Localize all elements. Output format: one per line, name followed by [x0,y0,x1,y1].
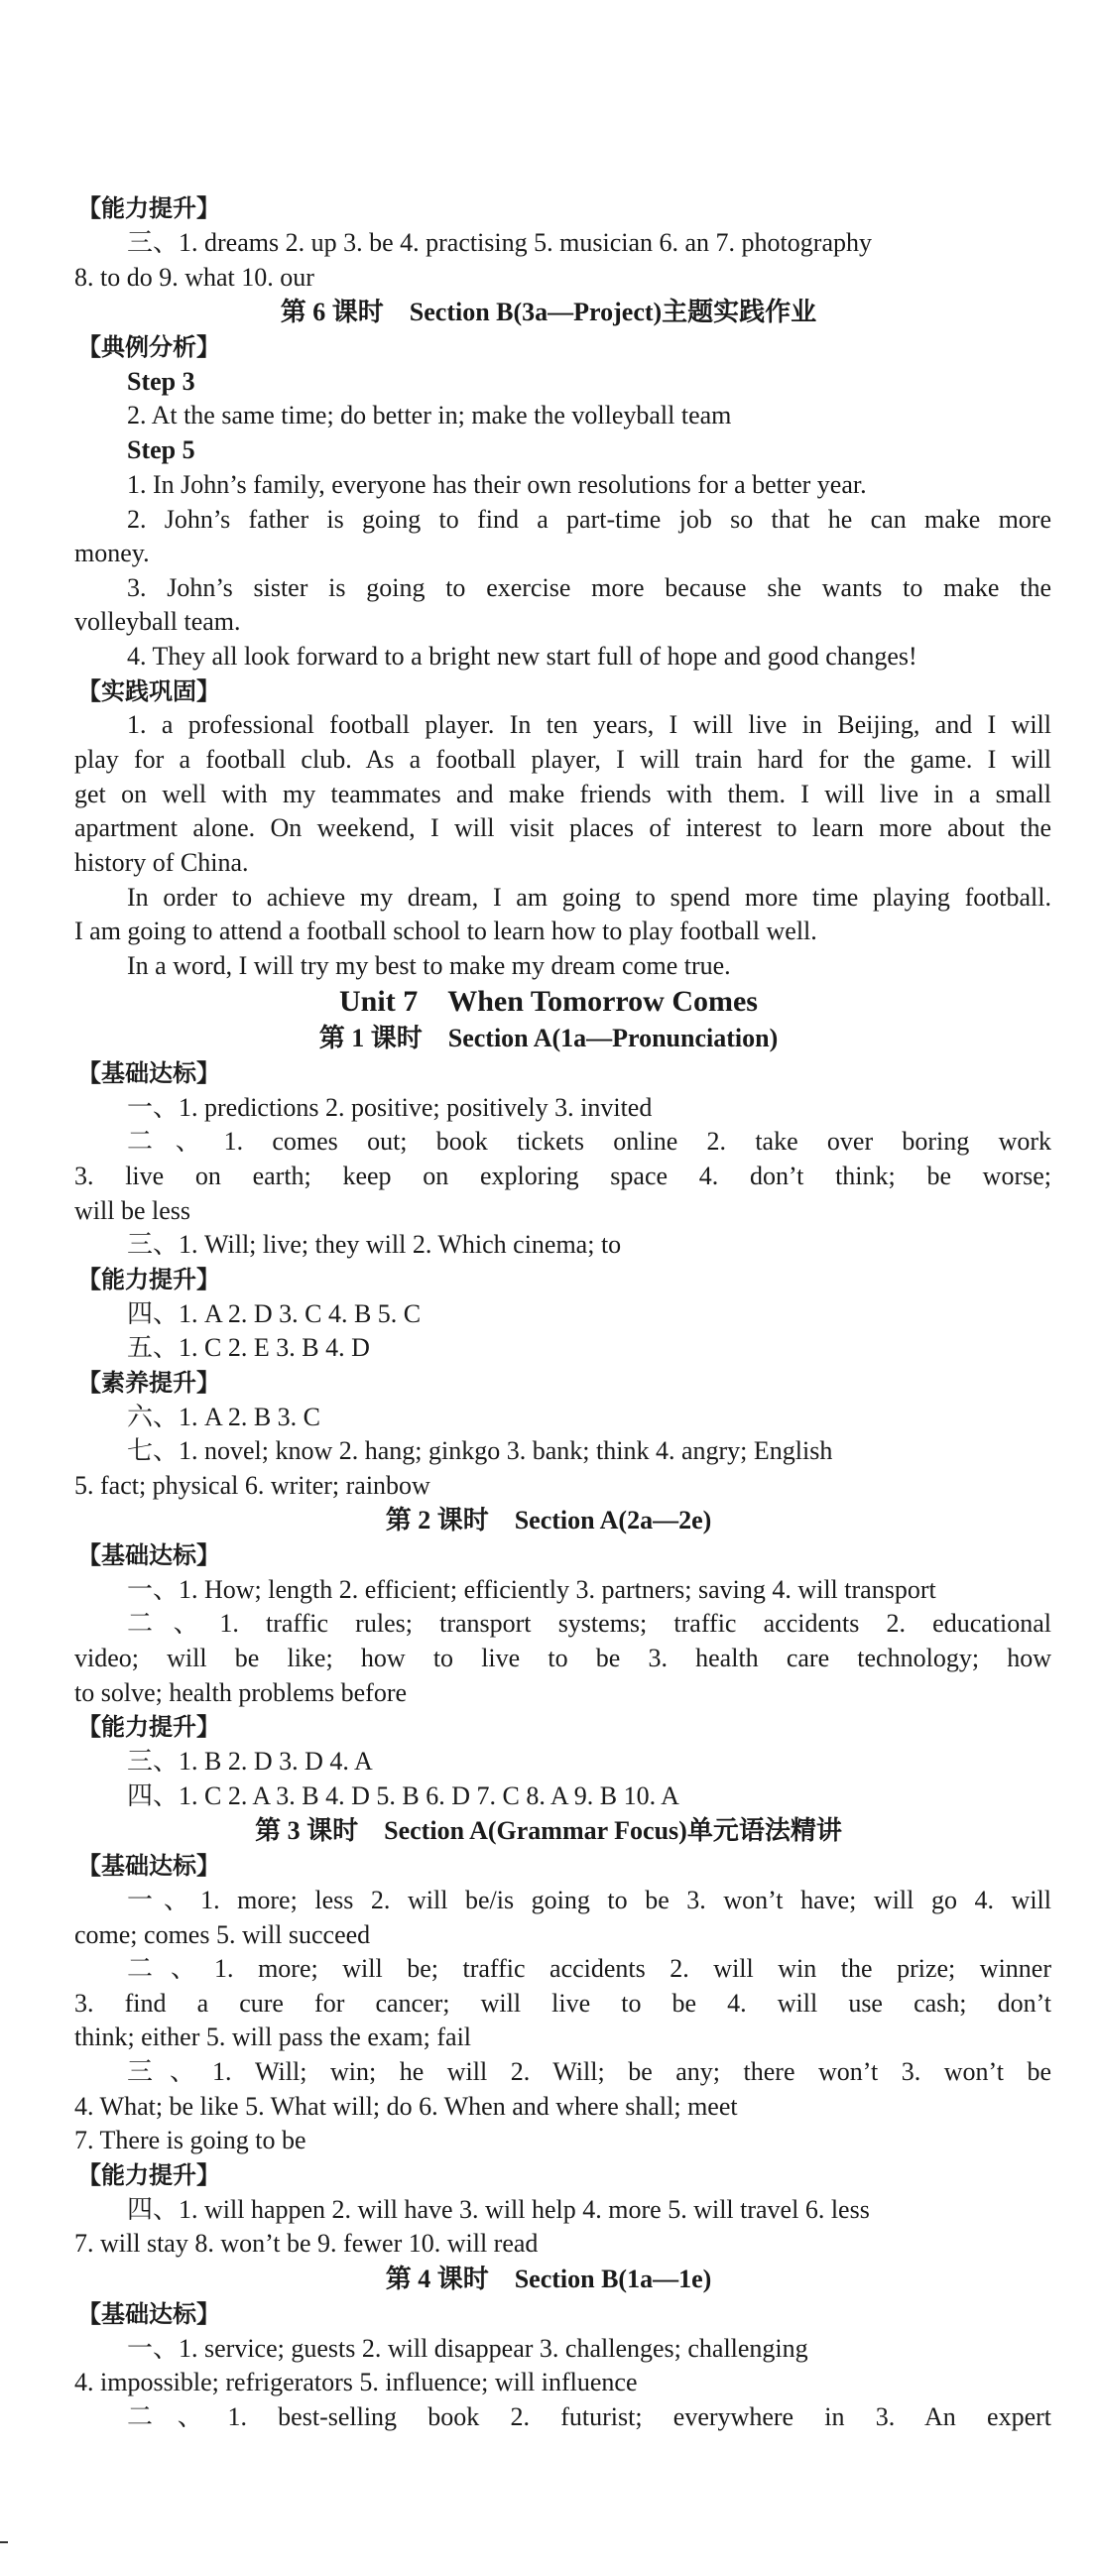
answer-line: 2. At the same time; do better in; make the volleyball team [127,401,732,429]
answer-line: 1. a professional football player. In ten years, I will live in Beijing, and I will [127,710,1051,739]
answer-line: 三、1. Will; win; he will 2. Will; be any; there won’t 3. won’t be [127,2057,1051,2086]
answer-line: 1. In John’s family, everyone has their own resolutions for a better year. [127,470,867,499]
answer-line: 3. find a cure for cancer; will live to be 4. will use cash; don’t [74,1989,1051,2018]
answer-line: 三、1. dreams 2. up 3. be 4. practising 5. musician 6. an 7. photography [127,228,872,257]
answer-line: I am going to attend a football school to learn how to play football well. [74,917,817,945]
step-label: Step 3 [127,367,195,396]
section-tag: 【能力提升】 [77,194,220,222]
answer-line: 二、1. more; will be; traffic accidents 2. will win the prize; winner [127,1954,1051,1983]
answer-line: 一、1. predictions 2. positive; positively 3. invited [127,1093,653,1122]
answer-line: 七、1. novel; know 2. hang; ginkgo 3. bank; think 4. angry; English [127,1436,833,1465]
answer-line: 4. What; be like 5. What will; do 6. When and where shall; meet [74,2092,738,2121]
answer-line: get on well with my teammates and make friends with them. I will live in a small [74,780,1051,808]
section-tag: 【能力提升】 [77,1266,220,1293]
answer-line: 一、1. more; less 2. will be/is going to be 3. won’t have; will go 4. will [127,1886,1051,1914]
section-tag: 【基础达标】 [77,1852,220,1880]
answer-line: 4. impossible; refrigerators 5. influence; will influence [74,2368,638,2396]
answer-line: 五、1. C 2. E 3. B 4. D [127,1333,370,1362]
answer-line: 二、1. comes out; book tickets online 2. take over boring work [127,1127,1051,1156]
answer-line: 5. fact; physical 6. writer; rainbow [74,1471,430,1500]
answer-line: 2. John’s father is going to find a part-time job so that he can make more [127,505,1051,534]
answer-line: 四、1. A 2. D 3. C 4. B 5. C [127,1299,422,1328]
edge-mark [0,2541,8,2543]
answer-line: In order to achieve my dream, I am going to spend more time playing football. [127,883,1051,912]
section-tag: 【能力提升】 [77,1713,220,1741]
answer-line: video; will be like; how to live to be 3. health care technology; how [74,1644,1051,1672]
section-tag: 【基础达标】 [77,1059,220,1087]
section-tag: 【素养提升】 [77,1369,220,1397]
lesson-heading: 第 6 课时 Section B(3a—Project)主题实践作业 [280,298,817,326]
answer-line: to solve; health problems before [74,1678,408,1707]
answer-line: 4. They all look forward to a bright new start full of hope and good changes! [127,642,917,671]
answer-line: volleyball team. [74,607,241,636]
answer-line: 四、1. C 2. A 3. B 4. D 5. B 6. D 7. C 8. A 9. B 10. A [127,1781,679,1810]
answer-line: apartment alone. On weekend, I will visit places of interest to learn more about the [74,813,1051,842]
section-tag: 【典例分析】 [77,333,220,361]
section-tag: 【能力提升】 [77,2161,220,2189]
lesson-heading: Unit 7 When Tomorrow Comes [339,985,758,1018]
section-tag: 【基础达标】 [77,2300,220,2328]
lesson-heading: 第 4 课时 Section B(1a—1e) [385,2265,712,2293]
answer-line: history of China. [74,848,249,877]
answer-line: In a word, I will try my best to make my dream come true. [127,951,731,980]
answer-line: 六、1. A 2. B 3. C [127,1403,321,1431]
answer-line: 7. There is going to be [74,2126,306,2154]
answer-line: 二、1. traffic rules; transport systems; traffic accidents 2. educational [127,1609,1051,1638]
answer-line: play for a football club. As a football player, I will train hard for the game. I will [74,745,1051,774]
answer-line: 3. John’s sister is going to exercise more because she wants to make the [127,573,1051,602]
answer-line: money. [74,539,150,567]
answer-line: 二、1. best-selling book 2. futurist; everywhere in 3. An expert [127,2402,1051,2431]
answer-line: come; comes 5. will succeed [74,1920,371,1949]
section-tag: 【基础达标】 [77,1541,220,1569]
answer-line: 7. will stay 8. won’t be 9. fewer 10. will read [74,2229,539,2258]
answer-line: 三、1. B 2. D 3. D 4. A [127,1747,373,1776]
step-label: Step 5 [127,435,195,464]
answer-line: 三、1. Will; live; they will 2. Which cinema; to [127,1230,622,1259]
answer-line: 一、1. How; length 2. efficient; efficiently 3. partners; saving 4. will transport [127,1575,936,1604]
lesson-heading: 第 3 课时 Section A(Grammar Focus)单元语法精讲 [255,1816,842,1845]
answer-line: think; either 5. will pass the exam; fail [74,2023,472,2051]
lesson-heading: 第 2 课时 Section A(2a—2e) [385,1506,712,1534]
answer-line: 3. live on earth; keep on exploring space 4. don’t think; be worse; [74,1162,1051,1190]
answer-line: will be less [74,1196,190,1225]
answer-line: 8. to do 9. what 10. our [74,263,314,292]
lesson-heading: 第 1 课时 Section A(1a—Pronunciation) [318,1024,779,1052]
answer-line: 四、1. will happen 2. will have 3. will help 4. more 5. will travel 6. less [127,2195,870,2224]
section-tag: 【实践巩固】 [77,677,220,705]
answer-line: 一、1. service; guests 2. will disappear 3. challenges; challenging [127,2334,808,2363]
